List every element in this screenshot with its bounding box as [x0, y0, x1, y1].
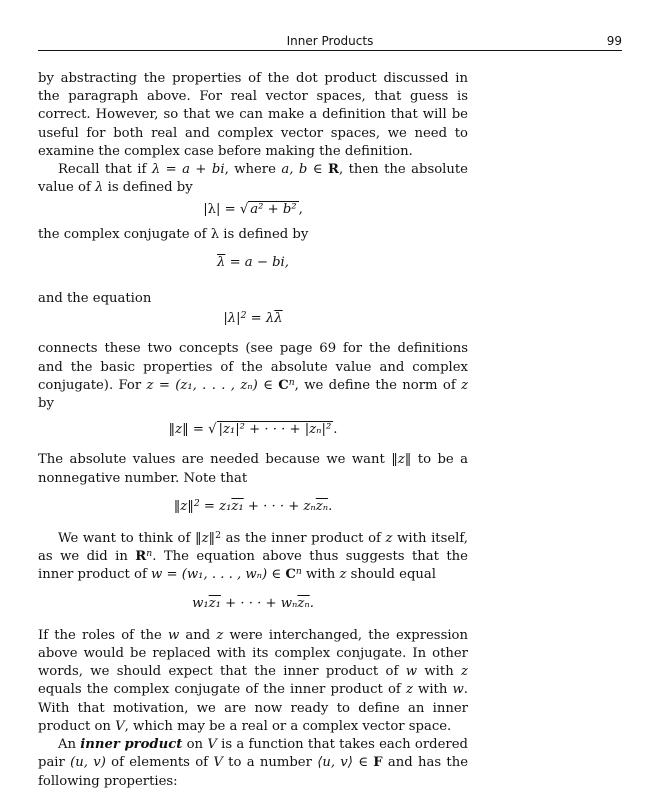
paragraph-8: If the roles of the w and z were interchanged, the expression above would be replaced with its complex conjugate. In other words, we should expect that the inner product of w with z equals the complex conjugate of the inner product of z with w. With that motivation, we are now ready to define an inner product on V, which may be a real or a complex vector space. — [38, 627, 468, 734]
page-body — [38, 70, 468, 791]
running-header — [38, 34, 622, 50]
paragraph-3: the complex conjugate of λ is defined by — [38, 226, 309, 242]
equation-absolute-value: |λ| = √ a² + b² , — [203, 202, 303, 218]
equation-norm: ‖z‖ = √ |z₁|² + · · · + |zₙ|² . — [168, 422, 338, 438]
paragraph-2: Recall that if λ = a + bi, where a, b ∈ R, then the absolute value of λ is defined by — [38, 162, 468, 196]
paragraph-7: We want to think of ‖z‖$^2$ as the inner product of z with itself, as we did in $R^n$. The equation above thus suggests that the inner product of w = (w₁, . . . , wₙ) ∈ $C^n$ with z should equal — [38, 529, 468, 583]
paragraph-4: and the equation — [38, 291, 152, 307]
paragraph-5: connects these two concepts (see page 69 for the definitions and the basic properties of the absolute value and complex conjugate). For z = (z₁, . . . , zₙ) ∈ $C^n$, we define the norm of z by — [38, 341, 469, 412]
header-rule — [38, 50, 622, 51]
equation-norm-squared: ‖z‖$^2$ = z₁z₁ + · · · + $z_n\overline{z_n}$. — [173, 497, 333, 514]
paragraph-9: An inner product on V is a function that takes each ordered pair (u, v) of elements of V to a number ⟨u, v⟩ ∈ F and has the following properties: — [38, 737, 469, 789]
running-title: Inner Products — [286, 34, 374, 48]
equation-abs-squared: $|\lambda|^2 = \lambda\overline{\lambda}$ — [223, 310, 283, 327]
paragraph-6: The absolute values are needed because we want ‖z‖ to be a nonnegative number. Note that — [38, 452, 468, 486]
equation-conjugate: $\overline{\lambda} = a$ − bi, — [217, 254, 289, 270]
paragraph-1: by abstracting the properties of the dot product discussed in the paragraph above. For real vector spaces, that guess is correct. However, so that we can make a definition that will be useful for both real and complex vector spaces, we need to examine the complex case before making the definition. — [38, 71, 468, 159]
page-number: 99 — [606, 34, 622, 48]
defined-term: inner product — [80, 737, 183, 753]
equation-inner-product-sum: w₁z₁ + · · · + $w_n\overline{z_n}$. — [192, 595, 314, 611]
